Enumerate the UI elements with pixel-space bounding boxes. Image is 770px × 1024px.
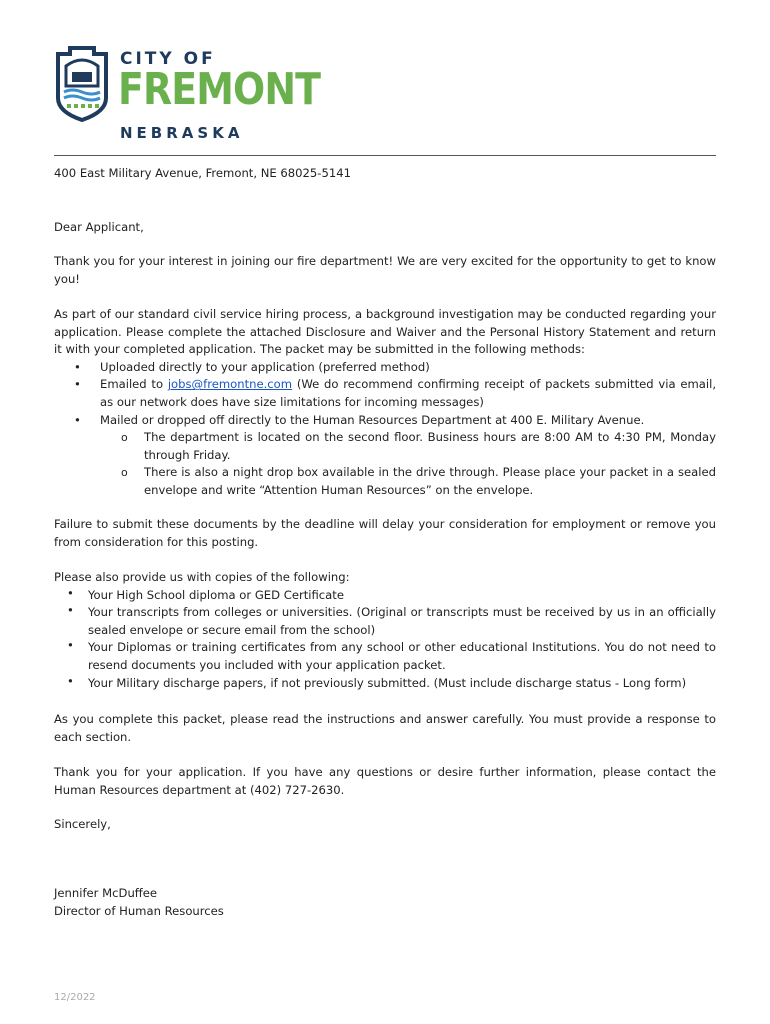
contact-text: Thank you for your application. If you have any questions or desire further information, please contact the Human Resources department at (402) 727-2630. bbox=[54, 765, 716, 797]
salutation: Dear Applicant, bbox=[54, 220, 144, 234]
bullet-icon: • bbox=[67, 673, 74, 688]
list-item bbox=[54, 359, 716, 377]
closing: Sincerely, bbox=[54, 817, 111, 831]
copy-item: Your Military discharge papers, if not previously submitted. (Must include discharge status - Long form) bbox=[88, 675, 687, 690]
intro-text: Thank you for your interest in joining our fire department! We are very excited for the opportunity to get to know you! bbox=[54, 254, 716, 286]
mail-details-list bbox=[54, 429, 716, 499]
logo-fremont: FREMONT bbox=[118, 64, 321, 115]
list-item bbox=[54, 376, 716, 411]
bullet-icon: • bbox=[67, 585, 74, 600]
signer-name: Jennifer McDuffee bbox=[54, 886, 158, 900]
sub-bullet-icon: o bbox=[121, 466, 128, 480]
method-email-note: (We do recommend confirming receipt of packets submitted via email, as our network does have size limitations for incoming messages) bbox=[100, 377, 716, 409]
email-link[interactable]: jobs@fremontne.com bbox=[167, 377, 293, 392]
signer-title: Director of Human Resources bbox=[54, 904, 224, 918]
paragraph-copies bbox=[54, 569, 716, 692]
list-item bbox=[54, 464, 716, 499]
list-item bbox=[54, 412, 716, 430]
bullet-icon: • bbox=[74, 412, 81, 427]
bullet-icon: • bbox=[67, 638, 74, 653]
city-shield-icon bbox=[54, 46, 110, 122]
method-upload: Uploaded directly to your application (preferred method) bbox=[100, 359, 430, 374]
list-item bbox=[54, 587, 716, 605]
city-logo bbox=[54, 46, 324, 142]
instructions-text: As you complete this packet, please read the instructions and answer carefully. You must provide a response to each section. bbox=[54, 712, 716, 744]
process-text: As part of our standard civil service hiring process, a background investigation may be conducted regarding your application. Please complete the attached Disclosure and Waiver and the Personal History Statement and return it with your completed application. The packet may be submitted in the following methods: bbox=[54, 307, 716, 357]
method-email-prefix: Emailed to bbox=[100, 377, 168, 392]
office-hours: The department is located on the second floor. Business hours are 8:00 AM to 4:30 PM, Monday through Friday. bbox=[144, 430, 716, 462]
copies-list bbox=[54, 587, 716, 693]
deadline-text: Failure to submit these documents by the deadline will delay your consideration for employment or remove you from consideration for this posting. bbox=[54, 517, 716, 549]
paragraph-instructions bbox=[54, 711, 716, 746]
list-item bbox=[54, 604, 716, 639]
bullet-icon: • bbox=[67, 603, 74, 618]
list-item bbox=[54, 675, 716, 693]
sub-bullet-icon: o bbox=[121, 431, 128, 445]
bullet-icon: • bbox=[74, 359, 81, 374]
header-divider bbox=[54, 155, 716, 156]
paragraph-process bbox=[54, 306, 716, 500]
list-item bbox=[54, 429, 716, 464]
footer-date: 12/2022 bbox=[54, 992, 96, 1003]
method-mail: Mailed or dropped off directly to the Human Resources Department at 400 E. Military Avenue. bbox=[100, 412, 645, 427]
logo-nebraska: NEBRASKA bbox=[120, 124, 244, 142]
copy-item: Your Diplomas or training certificates from any school or other educational Institutions. You do not need to resend documents you included with your application packet. bbox=[88, 640, 716, 672]
paragraph-contact bbox=[54, 764, 716, 799]
logo-city-of: CITY OF bbox=[120, 49, 216, 69]
paragraph-intro bbox=[54, 253, 716, 288]
copies-intro: Please also provide us with copies of the following: bbox=[54, 570, 350, 584]
submission-methods-list bbox=[54, 359, 716, 429]
copy-item: Your High School diploma or GED Certificate bbox=[88, 587, 344, 602]
copy-item: Your transcripts from colleges or universities. (Original or transcripts must be received by us in an officially sealed envelope or secure email from the school) bbox=[88, 605, 716, 637]
bullet-icon: • bbox=[74, 377, 81, 392]
list-item bbox=[54, 639, 716, 674]
paragraph-deadline bbox=[54, 516, 716, 551]
letterhead-address: 400 East Military Avenue, Fremont, NE 68025-5141 bbox=[54, 166, 351, 180]
drop-box-info: There is also a night drop box available in the drive through. Please place your packet in a sealed envelope and write “Attention Human Resources” on the envelope. bbox=[144, 465, 716, 497]
